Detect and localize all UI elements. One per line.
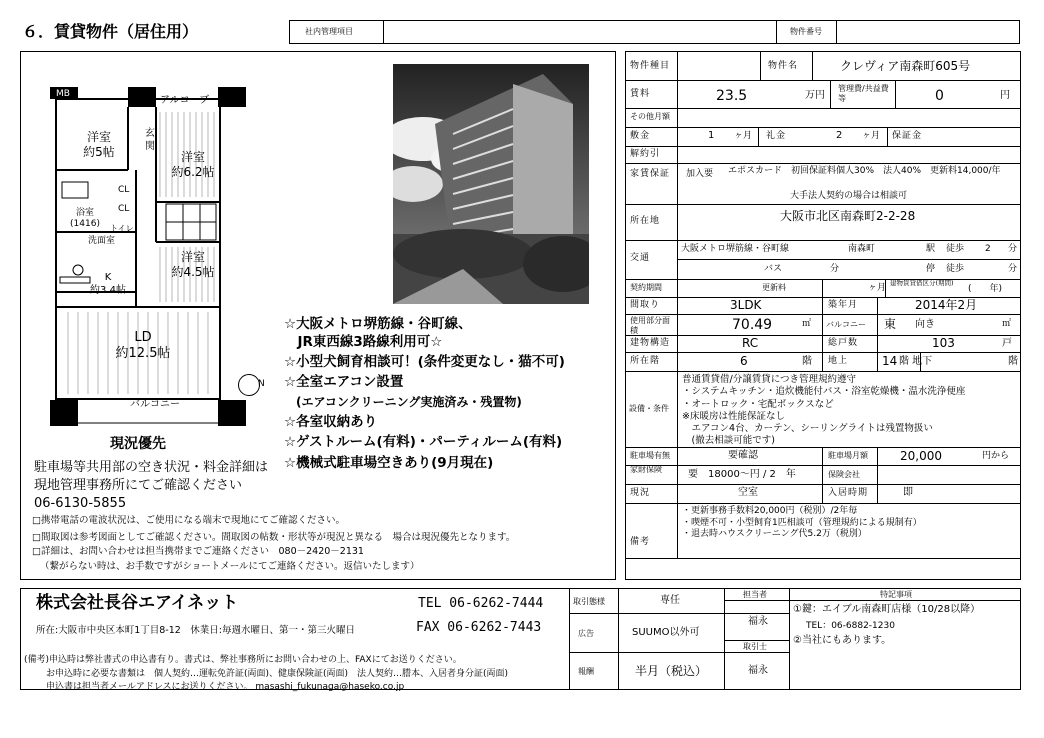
- traffic-label: 交通: [630, 253, 651, 263]
- property-name: クレヴィア南森町605号: [840, 59, 971, 73]
- bath-label: [70, 208, 100, 231]
- bus-fun: 分: [830, 264, 840, 274]
- setsubi-line: 普通賃貸借/分譲賃貸につき管理規約遵守: [682, 374, 857, 385]
- kanri-value: 0: [935, 88, 944, 104]
- note-2: □間取図は参考図面としてご確認ください。間取図の帖数・形状等が現況と異なる 場合は現況優先となります。: [32, 532, 516, 543]
- teishaku-label: 建物賃貸借区分(期間): [890, 279, 954, 287]
- building-photo-svg: [393, 64, 589, 304]
- walk-fun: 分: [1008, 244, 1018, 254]
- mb-label: MB: [56, 89, 70, 99]
- rei-value: 2: [836, 130, 843, 141]
- company-tel: TEL 06-6262-7444: [418, 596, 544, 611]
- contract-label: 契約期間: [630, 283, 662, 292]
- bath-text: 浴室 (1416): [70, 208, 100, 230]
- chijo-value: 14: [882, 354, 898, 368]
- kai-unit: 階: [802, 356, 812, 367]
- cl-label-1: CL: [118, 185, 130, 195]
- soko-value: 103: [932, 336, 955, 350]
- address: 大阪市北区南森町2-2-28: [780, 209, 916, 223]
- kitchen-text: K 約3.4帖: [90, 272, 126, 296]
- feature-line-3: ☆小型犬飼育相談可！(条件変更なし・猫不可): [284, 354, 565, 370]
- room-1-label: [76, 130, 122, 160]
- kanri-unit: 円: [1000, 90, 1010, 101]
- menseki-value: 70.49: [732, 317, 773, 333]
- koukoku-label: 広告: [578, 629, 594, 638]
- setsubi-line: ・オートロック・宅配ボックスなど: [682, 398, 834, 410]
- chiku-label: 築年月: [828, 300, 859, 310]
- feature-line-4: ☆全室エアコン設置: [284, 374, 404, 390]
- cl-label-2: CL: [118, 204, 130, 214]
- pfee-unit: 円から: [982, 451, 1010, 461]
- direction-unit: 向き: [915, 319, 935, 330]
- kai-value: 6: [740, 354, 748, 368]
- feature-line-1: ☆大阪メトロ堺筋線・谷町線、: [284, 316, 472, 332]
- mgmt-label: 社内管理項目: [305, 27, 353, 36]
- tokki-line-2: TEL：06-6882-1230: [806, 621, 895, 631]
- company-fax: FAX 06-6262-7443: [416, 620, 542, 635]
- shiki-value: 1: [708, 130, 715, 141]
- shiki-label: 敷金: [630, 131, 651, 141]
- setsubi-line: ※床暖房は性能保証なし: [682, 410, 785, 422]
- tanto-value: 福永: [748, 616, 768, 627]
- balcony-area-label: バルコニー: [826, 320, 866, 329]
- train-line: 大阪メトロ堺筋線・谷町線: [681, 244, 790, 254]
- direction-value: 東: [884, 317, 897, 331]
- alcove-label: アルコーブ: [160, 95, 210, 106]
- company-address: 所在:大阪市中央区本町1丁目8-12 休業日:毎週水曜日、第一・第三火曜日: [36, 625, 356, 636]
- biko-list: [682, 506, 922, 541]
- parking-note-1: 駐車場等共用部の空き状況・料金詳細は: [34, 460, 269, 475]
- note-3: □詳細は、お問い合わせは担当携帯までご連絡ください 080－2420－2131: [32, 546, 364, 557]
- pfee-label: 駐車場月額: [828, 451, 868, 460]
- toilet-label: トイレ: [110, 224, 134, 233]
- kanri-value-footer: 福永: [748, 665, 768, 676]
- rei-unit: ヶ月: [862, 131, 881, 141]
- tokki-label: 特記事項: [880, 590, 912, 599]
- wash-label: 洗面室: [88, 236, 116, 246]
- bus-label: バス: [764, 264, 783, 274]
- hoshou-label: 家賃保証: [630, 169, 671, 179]
- feature-line-7: ☆ゲストルーム(有料)・パーティルーム(有料): [284, 434, 563, 450]
- genkyo-label: 現況: [630, 488, 651, 498]
- station-name: 南森町: [848, 244, 876, 254]
- entrance-text: 玄 関: [145, 128, 155, 152]
- balcony-m2: ㎡: [1002, 319, 1012, 329]
- company-name: 株式会社長谷エアイネット: [36, 593, 239, 613]
- feature-line-2: JR東西線3路線利用可☆: [284, 334, 443, 350]
- kai-label: 所在階: [630, 356, 661, 366]
- bukken-no-label: 物件番号: [790, 27, 822, 36]
- room-3-text: 洋室 約4.5帖: [171, 250, 215, 279]
- chijo-label: 地上: [828, 356, 849, 366]
- chika-unit: 階: [1008, 356, 1018, 367]
- rent-label: 賃料: [630, 89, 651, 99]
- hoshou-text: エポスカード 初回保証料個人30% 法人40% 更新料14,000/年: [728, 166, 1001, 176]
- biko-line: ・喫煙不可・小型飼育1匹相談可（管理規約による規制有）: [682, 517, 922, 528]
- setsubi-line: (撤去相談可能です): [682, 435, 775, 447]
- kanri-label: 管理費/共益費等: [838, 84, 889, 104]
- madori-value: 3LDK: [730, 298, 762, 312]
- nyukyo-label: 入居時期: [828, 488, 869, 498]
- room-1-text: 洋室 約5帖: [83, 130, 115, 159]
- kanri-label-footer: 取引士: [743, 642, 767, 651]
- hoshou-note: 大手法人契約の場合は相談可: [790, 191, 908, 201]
- shiki-unit: ヶ月: [734, 131, 753, 141]
- setsubi-line: エアコン4台、カーテン、シーリングライトは残置物扱い: [682, 423, 933, 435]
- madori-label: 間取り: [630, 300, 661, 310]
- walk-minutes: 2: [985, 244, 991, 254]
- kitchen-label: [88, 272, 128, 297]
- genkyo-value: 空室: [738, 487, 758, 498]
- room-2-text: 洋室 約6.2帖: [171, 150, 215, 179]
- kozo-value: RC: [742, 336, 759, 350]
- setsubi-label: 設備・条件: [629, 404, 669, 413]
- name-label: 物件名: [768, 61, 799, 71]
- biko-line: ・退去時ハウスクリーニング代5.2万（税別）: [682, 529, 867, 539]
- soko-label: 総戸数: [828, 338, 859, 348]
- ld-text: LD 約12.5帖: [115, 330, 171, 362]
- parking-note-2: 現地管理事務所にてご確認ください: [34, 478, 243, 493]
- tokki-line-1: ①鍵：エイブル南森町店様（10/28以降）: [793, 604, 981, 615]
- walk-fun-2: 分: [1008, 264, 1018, 274]
- hoshou-required: 加入要: [686, 169, 714, 179]
- balcony-label: バルコニー: [130, 399, 180, 410]
- entrance-label: [143, 128, 157, 153]
- ld-label: [108, 330, 178, 363]
- ins-co-label: 保険会社: [828, 470, 860, 479]
- tanto-label: 担当者: [743, 590, 767, 599]
- koukoku-value: SUUMO以外可: [632, 627, 700, 638]
- torihiki-value: 専任: [660, 595, 680, 606]
- setsubi-line: ・システムキッチン・追炊機能付バス・浴室乾燥機・温水洗浄便座: [682, 386, 966, 398]
- biko-footer-1: (備考)申込時は弊社書式の申込書有り。書式は、弊社事務所にお問い合わせの上、FAXにてお送りください。: [24, 655, 462, 665]
- biko-label: 備考: [630, 537, 651, 547]
- renew-kagetsu: ヶ月: [868, 283, 887, 293]
- nyukyo-value: 即: [903, 487, 913, 498]
- compass-icon: [238, 374, 260, 396]
- kind-label: 物件種目: [630, 61, 671, 71]
- setsubi-list: [682, 374, 965, 448]
- note-4: （繋がらない時は、お手数ですがショートメールにてご連絡ください。返信いたします）: [40, 561, 420, 572]
- insurance-value: 要 18000～円 / 2 年: [688, 469, 796, 480]
- office-phone: 06-6130-5855: [34, 496, 127, 511]
- pfee-value: 20,000: [900, 449, 942, 463]
- hosho-label: 保証金: [892, 131, 923, 141]
- hoshu-label: 報酬: [578, 667, 594, 676]
- page-title: ６．賃貸物件（居住用）: [22, 22, 199, 41]
- walk-label: 徒歩: [946, 244, 965, 254]
- spec-table: [625, 51, 1021, 580]
- parking-label: 駐車場有無: [630, 451, 670, 460]
- parking-value: 要確認: [728, 450, 758, 461]
- torihiki-label: 取引態様: [573, 597, 605, 606]
- other-label: その他月額: [630, 112, 670, 121]
- rei-label: 礼金: [766, 131, 787, 141]
- rent-unit: 万円: [805, 90, 825, 101]
- tokki-line-3: ②当社にもあります。: [793, 635, 892, 646]
- header-row: [289, 20, 1020, 44]
- addr-label: 所在地: [630, 216, 661, 226]
- hoshu-value: 半月（税込）: [635, 664, 708, 678]
- teishaku-value: ( 年): [968, 284, 1003, 294]
- insurance-label: 家財保険: [630, 465, 662, 474]
- menseki-label: 使用部分面積: [630, 316, 670, 335]
- note-1: □携帯電話の電波状況は、ご使用になる端末で現地にてご確認ください。: [32, 515, 345, 526]
- kozo-label: 建物構造: [630, 338, 671, 348]
- compass-n-label: N: [258, 379, 265, 389]
- station-eki: 駅: [926, 244, 936, 254]
- walk-label-2: 徒歩: [946, 264, 965, 274]
- chiku-value: 2014年2月: [915, 298, 978, 312]
- feature-line-5: (エアコンクリーニング実施済み・残置物): [284, 395, 522, 409]
- feature-line-6: ☆各室収納あり: [284, 414, 378, 430]
- kaiyaku-label: 解約引: [630, 149, 661, 159]
- soko-unit: 戸: [1002, 338, 1012, 349]
- room-2-label: [165, 150, 221, 180]
- biko-line: ・更新事務手数料20,000円（税別）/2年毎: [682, 506, 858, 516]
- chika-label: 階 地下: [899, 356, 933, 367]
- room-3-label: [165, 250, 221, 280]
- renew-label: 更新料: [762, 283, 786, 292]
- rent-value: 23.5: [716, 88, 748, 104]
- feature-line-8: ☆機械式駐車場空きあり(9月現在): [284, 455, 494, 471]
- biko-footer-3: 申込書は担当者メールアドレスにお送りください。 masashi_fukunaga@haseko.co.jp: [46, 682, 405, 692]
- status-heading: 現況優先: [110, 436, 166, 452]
- menseki-unit: ㎡: [802, 319, 812, 329]
- bus-stop: 停: [926, 264, 936, 274]
- building-photo: [393, 64, 589, 304]
- biko-footer-2: お申込時に必要な書類は 個人契約…運転免許証(両面)、健康保険証(両面) 法人契約…謄本、入居者身分証(両面): [46, 669, 509, 679]
